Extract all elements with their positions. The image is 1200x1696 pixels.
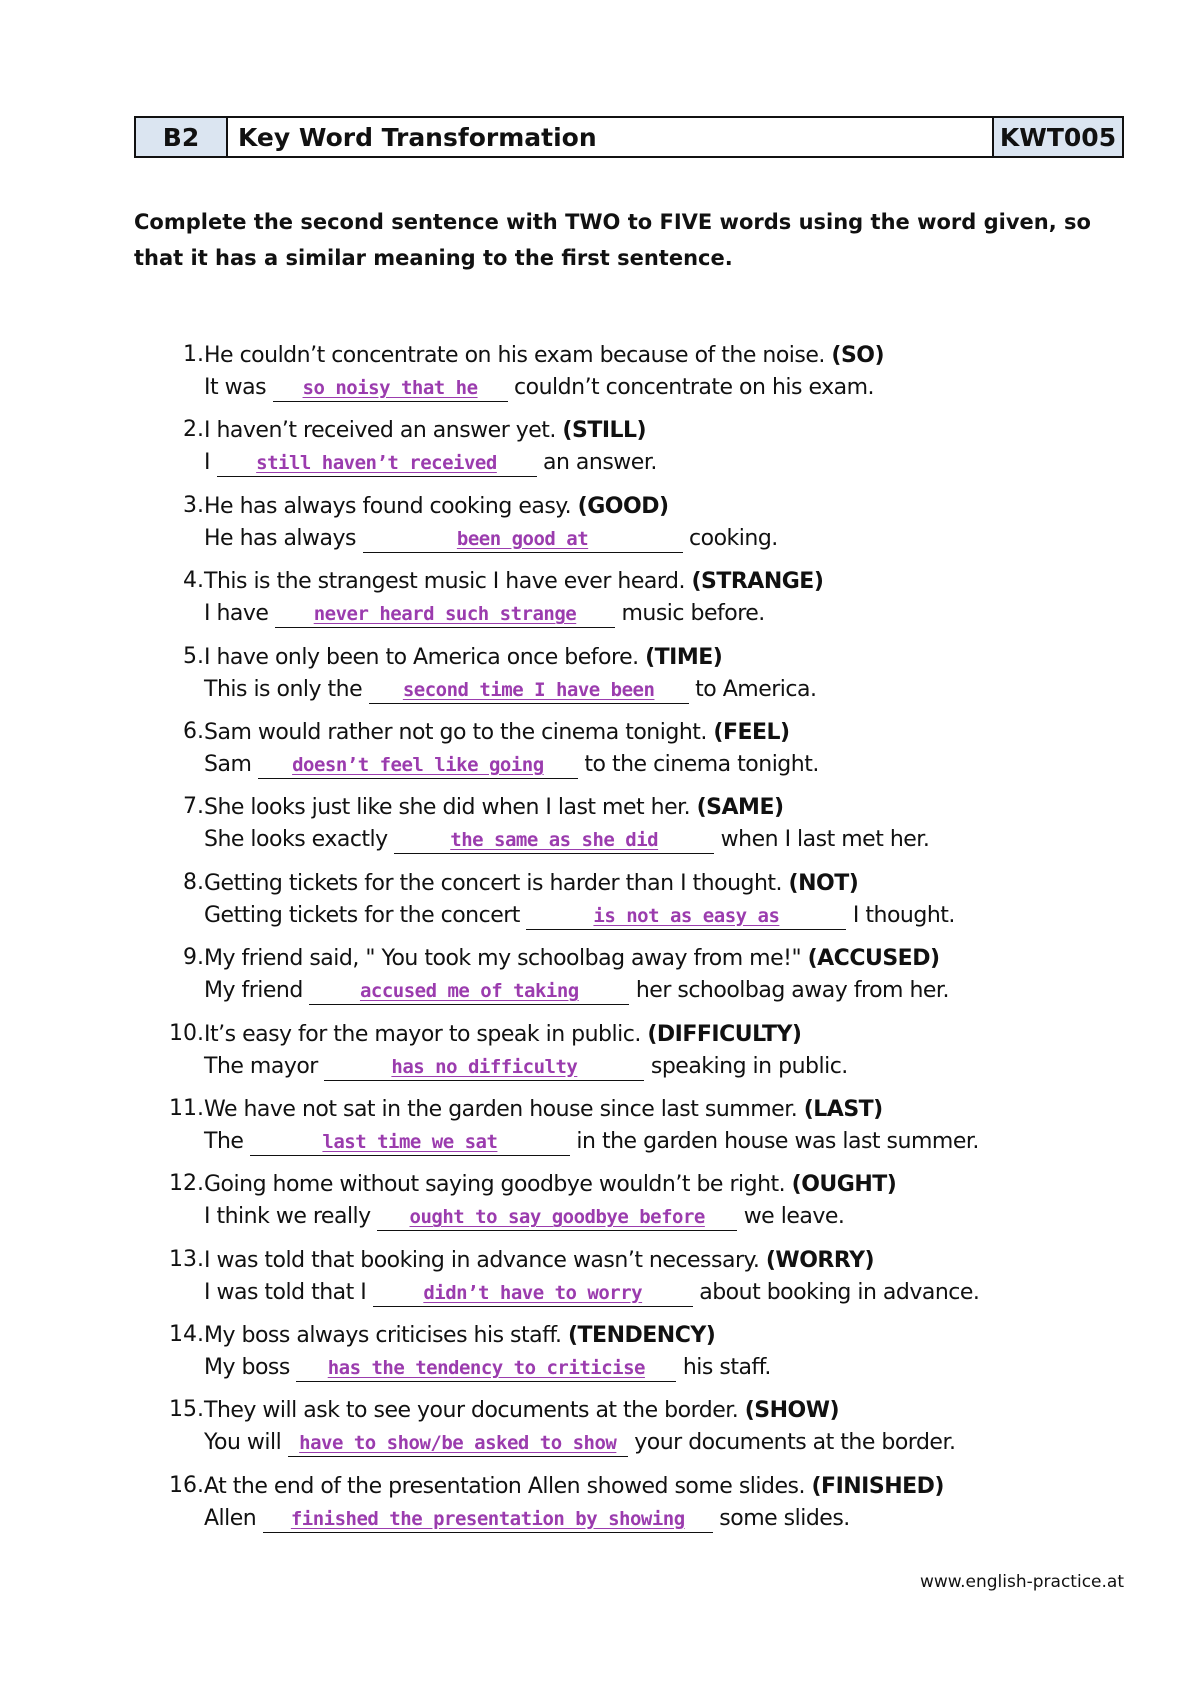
item-number: 7. [183,794,204,820]
original-sentence: He has always found cooking easy. [204,493,572,519]
transformed-sentence-line [204,1051,848,1083]
transformed-sentence-line [204,975,949,1007]
original-sentence-line [204,491,778,523]
answer-blank[interactable] [363,526,683,553]
item-number: 12. [169,1171,204,1197]
original-sentence-line [204,642,816,674]
original-sentence: This is the strangest music I have ever heard. [204,569,685,595]
sentence-suffix: when I last met her. [720,827,930,853]
item-number: 13. [169,1246,204,1272]
sentence-suffix: an answer. [543,450,657,476]
exercise-item [134,792,1124,867]
handwritten-answer: been good at [456,527,589,550]
sentence-suffix: some slides. [719,1505,850,1531]
original-sentence-line [204,792,929,824]
original-sentence: He couldn’t concentrate on his exam because of the noise. [204,343,825,368]
original-sentence: Going home without saying goodbye wouldn’t be right. [204,1172,786,1198]
exercise-item [134,491,1124,566]
key-word: (SHOW) [744,1398,840,1424]
header-table [134,116,1124,158]
original-sentence: At the end of the presentation Allen showed some slides. [204,1473,805,1499]
handwritten-answer: still haven’t received [256,452,497,475]
transformed-sentence-line [204,1126,979,1158]
key-word: (DIFFICULTY) [647,1021,802,1047]
key-word: (FINISHED) [811,1473,944,1499]
answer-blank[interactable] [273,375,508,402]
exercise-item [134,717,1124,792]
exercise-item [134,566,1124,641]
sentence-suffix: in the garden house was last summer. [576,1128,979,1154]
answer-blank[interactable] [373,1280,693,1307]
handwritten-answer: doesn’t feel like going [292,753,544,776]
transformed-sentence-line [204,749,819,781]
item-number: 1. [183,342,204,367]
exercise-item [134,1094,1124,1169]
original-sentence-line [204,340,884,372]
original-sentence: It’s easy for the mayor to speak in public. [204,1021,641,1047]
exercise-item [134,1169,1124,1244]
original-sentence: We have not sat in the garden house since last summer. [204,1096,798,1122]
answer-blank[interactable] [324,1054,644,1081]
sentence-prefix: I was told that I [204,1279,367,1305]
exercise-item [134,1320,1124,1395]
key-word: (FEEL) [713,719,790,745]
answer-blank[interactable] [309,978,629,1005]
handwritten-answer: ought to say goodbye before [409,1206,705,1229]
sentence-suffix: her schoolbag away from her. [635,978,949,1004]
original-sentence-line [204,868,955,900]
transformed-sentence-line [204,1427,955,1459]
sentence-prefix: My friend [204,978,303,1004]
sentence-suffix: we leave. [743,1204,845,1230]
original-sentence-line [204,1320,771,1352]
transformed-sentence-line [204,523,778,555]
key-word: (OUGHT) [791,1172,897,1198]
answer-blank[interactable] [258,752,578,779]
key-word: (STILL) [562,418,647,444]
original-sentence-line [204,566,823,598]
original-sentence-line [204,1169,896,1201]
answer-blank[interactable] [377,1204,737,1231]
item-number: 15. [169,1397,204,1423]
item-number: 6. [183,718,204,744]
sentence-suffix: I thought. [852,902,955,928]
sentence-suffix: music before. [621,601,765,627]
key-word: (SO) [831,343,885,368]
exercise-item [134,1245,1124,1320]
original-sentence-line [204,415,657,447]
sentence-prefix: Getting tickets for the concert [204,902,520,928]
item-number: 11. [169,1095,204,1121]
sentence-prefix: The mayor [204,1053,318,1079]
exercise-item [134,1471,1124,1546]
transformed-sentence-line [204,1503,944,1535]
answer-blank[interactable] [526,903,846,930]
sentence-suffix: his staff. [682,1355,771,1381]
item-number: 5. [183,643,204,669]
answer-blank[interactable] [394,827,714,854]
exercise-item [134,415,1124,490]
original-sentence-line [204,1094,979,1126]
original-sentence: My friend said, " You took my schoolbag away from me!" [204,946,802,972]
item-number: 3. [183,492,204,518]
sentence-prefix: Allen [204,1505,257,1531]
handwritten-answer: is not as easy as [593,904,780,927]
key-word: (SAME) [696,795,784,821]
sentence-prefix: Sam [204,751,252,777]
exercise-item [134,1395,1124,1470]
item-number: 16. [169,1472,204,1498]
instructions: Complete the second sentence with TWO to FIVE words using the word given, so that it has a similar meaning to the first sentence. [134,210,1091,270]
sentence-prefix: The [204,1128,244,1154]
original-sentence: I haven’t received an answer yet. [204,418,556,444]
handwritten-answer: never heard such strange [313,603,577,626]
item-number: 4. [183,568,204,594]
item-number: 8. [183,869,204,895]
original-sentence: They will ask to see your documents at the border. [204,1398,739,1424]
footer-url: www.english-practice.at [919,1572,1124,1592]
original-sentence-line [204,1471,944,1503]
answer-blank[interactable] [288,1430,628,1457]
answer-blank[interactable] [250,1129,570,1156]
original-sentence: Getting tickets for the concert is harder than I thought. [204,870,783,896]
transformed-sentence-line [204,1277,979,1309]
sentence-suffix: to America. [695,676,817,702]
sentence-suffix: to the cinema tonight. [584,751,819,777]
original-sentence: My boss always criticises his staff. [204,1323,562,1349]
handwritten-answer: second time I have been [402,678,655,701]
transformed-sentence-line [204,674,816,706]
handwritten-answer: so noisy that he [302,377,478,399]
sentence-suffix: cooking. [689,525,778,551]
item-number: 10. [169,1020,204,1046]
key-word: (ACCUSED) [807,946,940,972]
sentence-suffix: about booking in advance. [699,1279,980,1305]
key-word: (LAST) [803,1096,883,1122]
key-word: (WORRY) [765,1247,875,1273]
answer-blank[interactable] [217,450,537,477]
level-cell: B2 [136,118,228,156]
sentence-prefix: He has always [204,525,357,551]
handwritten-answer: have to show/be asked to show [299,1432,617,1455]
answer-blank[interactable] [369,677,689,704]
original-sentence: I was told that booking in advance wasn’t necessary. [204,1247,760,1273]
exercise-item [134,1019,1124,1094]
exercise-item [134,642,1124,717]
handwritten-answer: didn’t have to worry [423,1281,643,1304]
original-sentence-line [204,1395,955,1427]
answer-blank[interactable] [263,1506,713,1533]
item-number: 14. [169,1322,204,1348]
key-word: (NOT) [788,870,859,896]
sentence-prefix: I think we really [204,1204,371,1230]
transformed-sentence-line [204,900,955,932]
handwritten-answer: accused me of taking [359,980,579,1003]
item-number: 2. [183,417,204,443]
item-number: 9. [183,945,204,971]
sentence-prefix: You will [204,1430,282,1456]
key-word: (TENDENCY) [568,1323,716,1349]
original-sentence: She looks just like she did when I last met her. [204,795,691,821]
handwritten-answer: last time we sat [322,1130,498,1153]
answer-blank[interactable] [296,1355,676,1382]
worksheet-title: Key Word Transformation [228,118,994,156]
key-word: (STRANGE) [691,569,824,595]
key-word: (GOOD) [577,493,669,519]
original-sentence-line [204,943,949,975]
transformed-sentence-line [204,447,657,479]
transformed-sentence-line [204,372,884,404]
sentence-suffix: your documents at the border. [634,1430,956,1456]
sentence-prefix: My boss [204,1355,290,1381]
original-sentence-line [204,717,819,749]
original-sentence: I have only been to America once before. [204,644,639,670]
sentence-suffix: couldn’t concentrate on his exam. [514,375,875,400]
sentence-prefix: She looks exactly [204,827,388,853]
sentence-prefix: This is only the [204,676,363,702]
sentence-suffix: speaking in public. [650,1053,848,1079]
key-word: (TIME) [645,644,723,670]
transformed-sentence-line [204,1201,896,1233]
transformed-sentence-line [204,598,823,630]
sentence-prefix: It was [204,375,267,400]
handwritten-answer: has the tendency to criticise [327,1357,645,1380]
sentence-prefix: I have [204,601,269,627]
sentence-prefix: I [204,450,210,476]
answer-blank[interactable] [275,601,615,628]
exercise-item [134,340,1124,415]
original-sentence: Sam would rather not go to the cinema tonight. [204,719,707,745]
handwritten-answer: has no difficulty [391,1055,578,1078]
transformed-sentence-line [204,1352,771,1384]
exercise-item [134,943,1124,1018]
worksheet-code: KWT005 [994,118,1122,156]
exercise-item [134,868,1124,943]
handwritten-answer: the same as she did [450,829,659,852]
exercise-list [134,340,1124,1546]
handwritten-answer: finished the presentation by showing [290,1507,685,1530]
original-sentence-line [204,1245,979,1277]
transformed-sentence-line [204,824,929,856]
original-sentence-line [204,1019,848,1051]
